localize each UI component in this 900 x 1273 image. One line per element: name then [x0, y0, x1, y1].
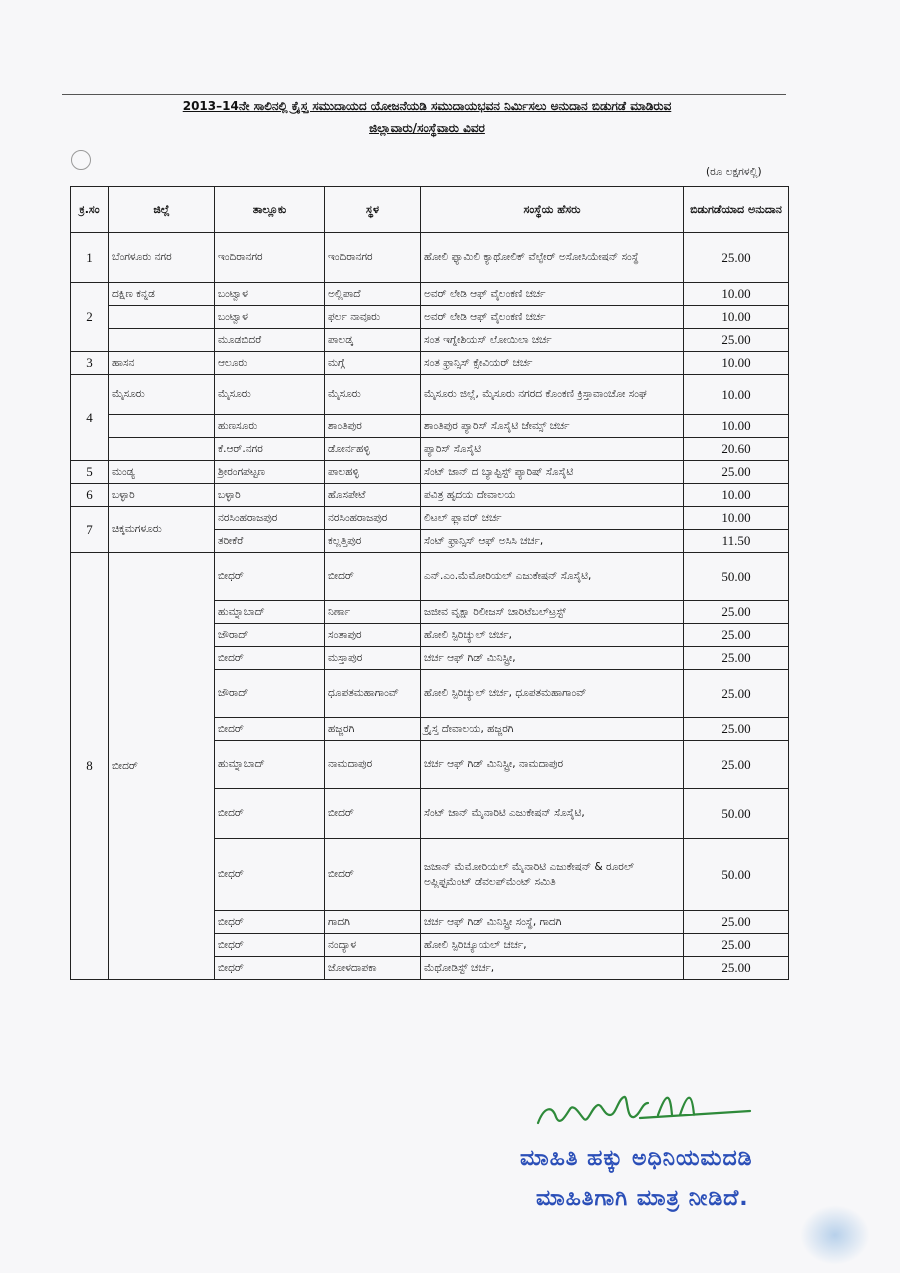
cell-place: ನಂದ್ಯಾಳ — [325, 934, 421, 957]
cell-place: ಹೊಸಪೇಟೆ — [325, 484, 421, 507]
cell-taluk: ಬೀಧರ್ — [215, 911, 325, 934]
cell-taluk: ಇಂದಿರಾನಗರ — [215, 233, 325, 283]
cell-district — [109, 415, 215, 438]
cell-taluk: ಮೈಸೂರು — [215, 375, 325, 415]
cell-institution: ಹೋಲಿ ಸ್ಪಿರಿಚ್ಯುಲ್ ಚರ್ಚ, — [421, 624, 684, 647]
cell-place: ಇಂದಿರಾನಗರ — [325, 233, 421, 283]
table-row — [71, 375, 789, 415]
header-serial: ಕ್ರ.ಸಂ — [71, 187, 109, 233]
header-amount: ಬಿಡುಗಡೆಯಾದ ಅನುದಾನ — [684, 187, 789, 233]
cell-place: ನಾಮದಾಪುರ — [325, 741, 421, 789]
cell-place: ಬೀದರ್ — [325, 553, 421, 601]
cell-taluk: ಬಂಟ್ವಾಳ — [215, 306, 325, 329]
cell-district: ಬಳ್ಳಾರಿ — [109, 484, 215, 507]
table-row — [71, 329, 789, 352]
cell-place: ಶಾಂತಿಪುರ — [325, 415, 421, 438]
cell-amount: 25.00 — [684, 624, 789, 647]
cell-place: ಮಸ್ತಾಪುರ — [325, 647, 421, 670]
cell-institution: ಮೆಥೋಡಿಸ್ಟ್ ಚರ್ಚ, — [421, 957, 684, 980]
cell-taluk: ಬೀಧರ್ — [215, 553, 325, 601]
punch-hole-mark — [71, 150, 91, 170]
cell-amount: 10.00 — [684, 375, 789, 415]
cell-institution: ಸೆಂಟ್ ಜಾನ್ ಮೈನಾರಿಟಿ ಎಜುಕೇಷನ್ ಸೊಸೈಟಿ, — [421, 789, 684, 839]
units-note: (ರೂ ಲಕ್ಷಗಳಲ್ಲಿ) — [706, 166, 762, 178]
cell-serial: 7 — [71, 507, 109, 553]
cell-taluk: ಹುಣಸೂರು — [215, 415, 325, 438]
cell-district: ದಕ್ಷಿಣ ಕನ್ನಡ — [109, 283, 215, 306]
cell-amount: 10.00 — [684, 283, 789, 306]
cell-taluk: ಬೀದರ್ — [215, 789, 325, 839]
cell-institution: ಹೋಲಿ ಸ್ಪಿರಿಚ್ಯುಲ್ ಚರ್ಚ, ಧೂಪತಮಹಾಗಾಂವ್ — [421, 670, 684, 718]
cell-institution: ಜಜಾನ್ ಮೆಮೋರಿಯಲ್ ಮೈನಾರಿಟಿ ಎಜುಕೇಷನ್ & ರೂರಲ್ ಅಪ್ಲಿಫ್ಟಮೆಂಟ್ ಡೆವಲಪ್‌ಮೆಂಟ್ ಸಮಿತಿ — [421, 839, 684, 911]
table-row — [71, 438, 789, 461]
cell-place: ಫರ್ಲ ನಾವೂರು — [325, 306, 421, 329]
cell-amount: 25.00 — [684, 957, 789, 980]
cell-institution: ಜಜೀವ ವೃಕ್ಷಾ ರಿಲೀಜಸ್ ಚಾರಿಟೆಬಲ್‌ಟ್ರಸ್ಟ್ — [421, 601, 684, 624]
cell-amount: 11.50 — [684, 530, 789, 553]
cell-serial: 6 — [71, 484, 109, 507]
cell-district: ಚಿಕ್ಕಮಗಳೂರು — [109, 507, 215, 553]
cell-institution: ಲಿಟಲ್ ಫ್ಲಾವರ್ ಚರ್ಚ — [421, 507, 684, 530]
cell-institution: ಚರ್ಚ ಆಫ್ ಗಿಡ್ ಮಿನಿಸ್ಟ್ರೀ, ನಾಮದಾಪುರ — [421, 741, 684, 789]
cell-taluk: ತರೀಕೆರೆ — [215, 530, 325, 553]
cell-district: ಹಾಸನ — [109, 352, 215, 375]
cell-amount: 25.00 — [684, 329, 789, 352]
cell-place: ಅಲ್ಲಿಪಾದೆ — [325, 283, 421, 306]
cell-serial: 4 — [71, 375, 109, 461]
cell-institution: ಚರ್ಚ ಆಫ್ ಗಿಡ್ ಮಿನಿಸ್ಟ್ರೀ ಸಂಸ್ಥೆ, ಗಾದಗಿ — [421, 911, 684, 934]
cell-institution: ಸಂತ ಫ್ರಾನ್ಸಿಸ್ ಕ್ಸೇವಿಯರ್ ಚರ್ಚ — [421, 352, 684, 375]
cell-institution: ಪವಿತ್ರ ಹೃದಯ ದೇವಾಲಯ — [421, 484, 684, 507]
cell-district — [109, 329, 215, 352]
cell-district: ಮೈಸೂರು — [109, 375, 215, 415]
ink-smudge — [800, 1205, 870, 1265]
cell-place: ಸಂತಾಪುರ — [325, 624, 421, 647]
cell-institution: ಸೆಂಟ್ ಜಾನ್ ದ ಬ್ಯಾಪ್ಟಿಸ್ಟ್ ಪ್ಯಾರಿಷ್ ಸೊಸೈಟಿ — [421, 461, 684, 484]
table-row — [71, 306, 789, 329]
cell-taluk: ಬೀದರ್ — [215, 718, 325, 741]
table-row — [71, 415, 789, 438]
cell-taluk: ನರಸಿಂಹರಾಜಪುರ — [215, 507, 325, 530]
cell-place: ಗಾದಗಿ — [325, 911, 421, 934]
cell-amount: 10.00 — [684, 415, 789, 438]
grant-table — [70, 186, 789, 980]
cell-amount: 25.00 — [684, 647, 789, 670]
cell-place: ಡೋರ್ನಹಳ್ಳಿ — [325, 438, 421, 461]
cell-amount: 10.00 — [684, 484, 789, 507]
page-subtitle: ಜಿಲ್ಲಾವಾರು/ಸಂಸ್ಥೆವಾರು ವಿವರ — [369, 121, 485, 135]
header-taluk: ತಾಲ್ಲೂಕು — [215, 187, 325, 233]
cell-place: ಹಜ್ಜರಗಿ — [325, 718, 421, 741]
cell-amount: 50.00 — [684, 553, 789, 601]
cell-amount: 25.00 — [684, 911, 789, 934]
cell-amount: 25.00 — [684, 670, 789, 718]
cell-taluk: ಬಂಟ್ವಾಳ — [215, 283, 325, 306]
cell-amount: 25.00 — [684, 934, 789, 957]
cell-taluk: ಹುಮ್ನಾಬಾದ್ — [215, 601, 325, 624]
table-row — [71, 461, 789, 484]
cell-institution: ಪ್ಯಾರಿಸ್ ಸೊಸೈಟಿ — [421, 438, 684, 461]
cell-amount: 25.00 — [684, 461, 789, 484]
cell-taluk: ಹುಮ್ನಾಬಾದ್ — [215, 741, 325, 789]
table-header-row — [71, 187, 789, 233]
cell-serial: 5 — [71, 461, 109, 484]
cell-district: ಮಂಡ್ಯ — [109, 461, 215, 484]
cell-place: ಬೀದರ್ — [325, 839, 421, 911]
table-row — [71, 233, 789, 283]
cell-institution: ಮೈಸೂರು ಜಿಲ್ಲೆ, ಮೈಸೂರು ನಗರದ ಕೊಂಕಣಿ ಕ್ರಿಸ್ತಾವಾಂಚೋ ಸಂಘ — [421, 375, 684, 415]
cell-taluk: ಜೌರಾದ್ — [215, 624, 325, 647]
cell-place: ಕಲ್ಲತ್ತಿಪುರ — [325, 530, 421, 553]
cell-taluk: ಶ್ರೀರಂಗಪಟ್ಟಣ — [215, 461, 325, 484]
rti-stamp-line2: ಮಾಹಿತಿಗಾಗಿ ಮಾತ್ರ ನೀಡಿದೆ. — [536, 1186, 749, 1211]
cell-amount: 25.00 — [684, 233, 789, 283]
cell-institution: ಶಾಂತಿಪುರ ಪ್ಯಾರಿಸ್ ಸೊಸೈಟಿ ಜೇಮ್ಸ್ ಚರ್ಚ — [421, 415, 684, 438]
cell-place: ಪಾಲಹಳ್ಳಿ — [325, 461, 421, 484]
cell-taluk: ಮೂಡಬಿದರೆ — [215, 329, 325, 352]
cell-taluk: ಬೀಧರ್ — [215, 839, 325, 911]
header-place: ಸ್ಥಳ — [325, 187, 421, 233]
table-row — [71, 283, 789, 306]
cell-institution: ಸಂತ ಇಗ್ನೇಶಿಯಸ್ ಲೋಯಿಲಾ ಚರ್ಚ — [421, 329, 684, 352]
cell-institution: ಅವರ್ ಲೇಡಿ ಆಫ್ ವೈಲಂಕಣಿ ಚರ್ಚ — [421, 283, 684, 306]
cell-institution: ಎನ್.ಎಂ.ಮೆಮೋರಿಯಲ್ ಎಜುಕೇಷನ್ ಸೊಸೈಟಿ, — [421, 553, 684, 601]
cell-amount: 20.60 — [684, 438, 789, 461]
cell-serial: 2 — [71, 283, 109, 352]
header-rule — [62, 94, 786, 95]
cell-institution: ಸೆಂಟ್ ಫ್ರಾನ್ಸಿಸ್ ಆಫ್ ಅಸಿಸಿ ಚರ್ಚ, — [421, 530, 684, 553]
header-district: ಜಿಲ್ಲೆ — [109, 187, 215, 233]
cell-place: ನರಸಿಂಹರಾಜಪುರ — [325, 507, 421, 530]
cell-place: ನಿರ್ಣಾ — [325, 601, 421, 624]
table-row — [71, 553, 789, 601]
rti-stamp-line1: ಮಾಹಿತಿ ಹಕ್ಕು ಅಧಿನಿಯಮದಡಿ — [520, 1146, 753, 1171]
cell-amount: 50.00 — [684, 789, 789, 839]
cell-taluk: ಬೀಧರ್ — [215, 934, 325, 957]
cell-amount: 50.00 — [684, 839, 789, 911]
cell-amount: 25.00 — [684, 718, 789, 741]
cell-amount: 10.00 — [684, 352, 789, 375]
table-row — [71, 484, 789, 507]
cell-amount: 10.00 — [684, 306, 789, 329]
cell-place: ಜೋಳದಾಪಕಾ — [325, 957, 421, 980]
cell-institution: ಅವರ್ ಲೇಡಿ ಆಫ್ ವೈಲಂಕಣಿ ಚರ್ಚ — [421, 306, 684, 329]
cell-place: ಧೂಪತಮಹಾಗಾಂವ್ — [325, 670, 421, 718]
cell-place: ಮೈಸೂರು — [325, 375, 421, 415]
cell-district: ಬೀದರ್ — [109, 553, 215, 980]
cell-place: ಬೀದರ್ — [325, 789, 421, 839]
cell-amount: 10.00 — [684, 507, 789, 530]
cell-serial: 3 — [71, 352, 109, 375]
page-title: 2013–14ನೇ ಸಾಲಿನಲ್ಲಿ ಕ್ರೈಸ್ತ ಸಮುದಾಯದ ಯೋಜನೆಯಡಿ ಸಮುದಾಯಭವನ ನಿರ್ಮಿಸಲು ಅನುದಾನ ಬಿಡುಗಡೆ ಮಾಡಿರುವ — [182, 99, 672, 113]
cell-amount: 25.00 — [684, 741, 789, 789]
cell-taluk: ಕೆ.ಆರ್.ನಗರ — [215, 438, 325, 461]
cell-taluk: ಬಳ್ಳಾರಿ — [215, 484, 325, 507]
cell-taluk: ಬೀಧರ್ — [215, 957, 325, 980]
table-row — [71, 507, 789, 530]
cell-district: ಬೆಂಗಳೂರು ನಗರ — [109, 233, 215, 283]
cell-district — [109, 438, 215, 461]
cell-institution: ಹೋಲಿ ಸ್ಪಿರಿಚ್ಯೂಯಲ್ ಚರ್ಚ, — [421, 934, 684, 957]
cell-amount: 25.00 — [684, 601, 789, 624]
cell-taluk: ಬೀದರ್ — [215, 647, 325, 670]
cell-serial: 8 — [71, 553, 109, 980]
cell-institution: ಚರ್ಚ ಆಫ್ ಗಿಡ್ ಮಿನಿಸ್ಟ್ರೀ, — [421, 647, 684, 670]
cell-institution: ಹೋಲಿ ಫ್ಯಾಮಿಲಿ ಕ್ಯಾಥೋಲಿಕ್ ವೆಲ್ಫೇರ್ ಅಸೋಸಿಯೇಷನ್ ಸಂಸ್ಥೆ — [421, 233, 684, 283]
cell-taluk: ಆಲೂರು — [215, 352, 325, 375]
table-row — [71, 352, 789, 375]
cell-district — [109, 306, 215, 329]
cell-place: ಮಗ್ಗೆ — [325, 352, 421, 375]
cell-place: ಪಾಲಡ್ಕ — [325, 329, 421, 352]
cell-serial: 1 — [71, 233, 109, 283]
header-institution: ಸಂಸ್ಥೆಯ ಹೆಸರು — [421, 187, 684, 233]
cell-taluk: ಜೌರಾದ್ — [215, 670, 325, 718]
signature — [530, 1085, 760, 1135]
cell-institution: ಕ್ರೈಸ್ತ ದೇವಾಲಯ, ಹಜ್ಜರಗಿ — [421, 718, 684, 741]
